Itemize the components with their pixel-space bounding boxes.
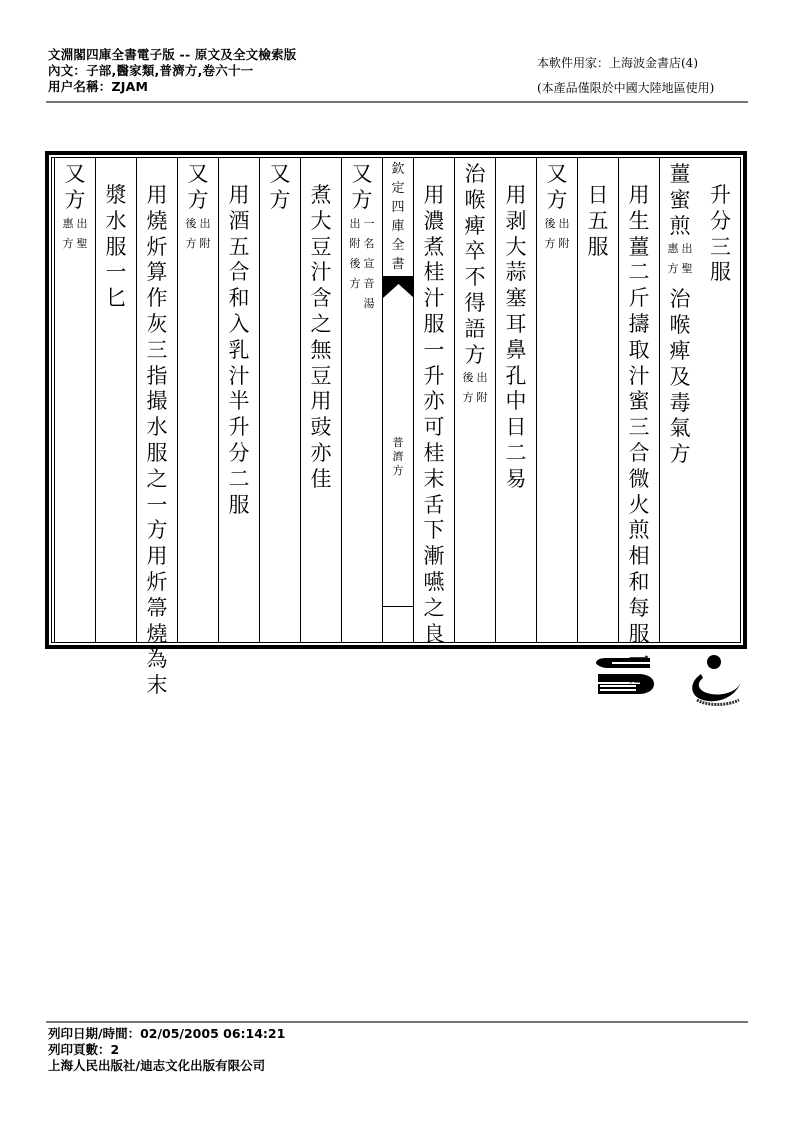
text-column [700, 158, 741, 642]
glyph: 良 [423, 621, 445, 646]
glyph: 鼻 [505, 337, 527, 362]
glyph: 大 [505, 234, 527, 259]
glyph: 喉 [464, 187, 486, 212]
glyph: 漸 [423, 544, 445, 569]
column-text [619, 183, 659, 699]
center-divider [383, 606, 413, 607]
note-glyph: 聖 [76, 236, 88, 250]
glyph: 方 [64, 187, 86, 212]
glyph: 亦 [310, 440, 332, 465]
text-column [413, 158, 454, 646]
glyph: 水 [105, 208, 127, 233]
publisher-logo-s-icon [592, 652, 658, 696]
glyph: 方 [187, 187, 209, 212]
print-pages: 列印頁數：2 [48, 1042, 120, 1057]
note-glyph: 後 [544, 216, 556, 230]
title-glyph: 書 [391, 257, 405, 272]
text-column [659, 158, 700, 642]
glyph: 桂 [423, 260, 445, 285]
glyph: 又 [269, 162, 291, 186]
note-glyph: 方 [62, 236, 74, 250]
glyph: 毒 [669, 390, 691, 415]
glyph: 汁 [228, 363, 250, 388]
annotation-note [63, 214, 88, 254]
glyph: 汁 [310, 260, 332, 285]
column-text [137, 183, 177, 699]
glyph: 煎 [628, 518, 650, 543]
glyph: 用 [146, 183, 168, 207]
glyph: 嚥 [423, 569, 445, 594]
note-glyph: 湯 [363, 296, 375, 310]
glyph: 箒 [146, 595, 168, 620]
glyph: 蜜 [669, 187, 691, 212]
glyph: 豉 [310, 415, 332, 440]
glyph: 治 [669, 287, 691, 312]
text-column [136, 158, 177, 698]
glyph: 三 [628, 415, 650, 440]
glyph: 煎 [669, 213, 691, 238]
glyph: 濃 [423, 208, 445, 233]
column-text [700, 183, 741, 286]
note-glyph: 方 [462, 391, 474, 405]
glyph: 日 [505, 415, 527, 440]
glyph: 孔 [505, 363, 527, 388]
note-glyph: 出 [76, 216, 88, 230]
column-text [96, 183, 136, 312]
text-column [300, 158, 341, 642]
glyph: 灰 [146, 311, 168, 336]
glyph: 煮 [310, 183, 332, 207]
glyph: 舌 [423, 492, 445, 517]
note-glyph: 出 [681, 242, 693, 256]
glyph: 汁 [628, 363, 650, 388]
glyph: 漿 [105, 183, 127, 207]
glyph: 撮 [146, 389, 168, 414]
center-column [382, 158, 413, 642]
glyph: 痺 [669, 338, 691, 363]
text-column [177, 158, 218, 642]
text-column [536, 158, 577, 642]
glyph: 又 [64, 162, 86, 186]
note-glyph: 附 [558, 236, 570, 250]
note-glyph: 後 [185, 216, 197, 230]
glyph: 桂 [423, 440, 445, 465]
user-name: 用户名稱：ZJAM [48, 79, 149, 94]
glyph: 治 [464, 162, 486, 186]
glyph: 又 [187, 162, 209, 186]
glyph: 水 [146, 415, 168, 440]
note-glyph: 出 [199, 216, 211, 230]
glyph: 之 [310, 311, 332, 336]
title-glyph: 四 [391, 200, 405, 215]
header-left [48, 47, 296, 95]
note-glyph: 方 [185, 236, 197, 250]
title-glyph: 定 [391, 181, 405, 196]
note-glyph: 方 [349, 276, 361, 290]
glyph: 半 [228, 389, 250, 414]
glyph: 方 [351, 187, 373, 212]
text-column [454, 158, 495, 642]
note-glyph: 宣 [363, 256, 375, 270]
glyph: 五 [228, 234, 250, 259]
note-glyph: 一 [363, 216, 375, 230]
fishtail-mark-icon [383, 276, 414, 298]
glyph: 日 [587, 183, 609, 207]
glyph: 之 [146, 466, 168, 491]
glyph: 用 [628, 183, 650, 207]
glyph: 服 [423, 311, 445, 336]
column-text [660, 162, 700, 468]
glyph: 豆 [310, 234, 332, 259]
glyph: 算 [146, 260, 168, 285]
glyph: 又 [351, 162, 373, 186]
glyph: 又 [546, 162, 568, 186]
glyph: 含 [310, 286, 332, 311]
glyph: 方 [546, 187, 568, 212]
glyph: 合 [628, 440, 650, 465]
glyph: 擣 [628, 311, 650, 336]
book-glyph: 普 [392, 436, 404, 449]
note-glyph: 聖 [681, 262, 693, 276]
glyph: 每 [628, 595, 650, 620]
text-column [341, 158, 382, 642]
title-glyph: 全 [391, 238, 405, 253]
glyph: 方 [669, 442, 691, 467]
glyph: 斤 [628, 286, 650, 311]
glyph: 下 [423, 518, 445, 543]
column-text [537, 162, 577, 254]
annotation-note [545, 214, 570, 254]
glyph: 分 [710, 208, 731, 233]
text-column [54, 158, 95, 642]
footer [48, 1026, 285, 1074]
note-glyph: 附 [476, 391, 488, 405]
glyph: 一 [105, 260, 127, 285]
note-glyph: 附 [199, 236, 211, 250]
glyph: 一 [146, 492, 168, 517]
note-glyph: 出 [558, 216, 570, 230]
glyph: 火 [628, 492, 650, 517]
glyph: 用 [310, 389, 332, 414]
glyph: 匕 [105, 286, 127, 311]
column-text [455, 162, 495, 408]
annotation-note [463, 368, 488, 408]
glyph: 酒 [228, 208, 250, 233]
annotation-note [186, 214, 211, 254]
glyph: 三 [710, 234, 731, 259]
glyph: 指 [146, 363, 168, 388]
annotation-note [350, 214, 375, 314]
glyph: 燒 [146, 621, 168, 646]
glyph: 服 [228, 492, 250, 517]
glyph: 和 [628, 569, 650, 594]
glyph: 方 [464, 342, 486, 367]
print-datetime: 列印日期/時間：02/05/2005 06:14:21 [48, 1026, 286, 1041]
note-glyph: 方 [544, 236, 556, 250]
column-text [496, 183, 536, 493]
header-divider [46, 101, 748, 103]
glyph: 微 [628, 466, 650, 491]
glyph: 大 [310, 208, 332, 233]
glyph: 用 [423, 183, 445, 207]
glyph: 之 [423, 595, 445, 620]
glyph: 用 [505, 183, 527, 207]
glyph: 升 [423, 363, 445, 388]
glyph: 相 [628, 544, 650, 569]
glyph: 合 [228, 260, 250, 285]
glyph: 升 [228, 415, 250, 440]
glyph: 為 [146, 647, 168, 672]
product-title: 文淵閣四庫全書電子版 -- 原文及全文檢索版 [48, 47, 297, 62]
book-name [383, 436, 413, 478]
collection-title [383, 160, 413, 274]
glyph: 燒 [146, 208, 168, 233]
glyph: 亦 [423, 389, 445, 414]
glyph: 氣 [669, 416, 691, 441]
text-column [618, 158, 659, 646]
glyph: 得 [464, 290, 486, 315]
book-glyph: 方 [392, 464, 404, 477]
text-column [495, 158, 536, 642]
glyph: 入 [228, 311, 250, 336]
glyph: 用 [228, 183, 250, 207]
glyph: 三 [146, 337, 168, 362]
glyph: 汁 [423, 286, 445, 311]
glyph: 生 [628, 208, 650, 233]
glyph: 易 [505, 466, 527, 491]
glyph: 用 [146, 544, 168, 569]
glyph: 及 [669, 364, 691, 389]
column-text [219, 183, 259, 518]
column-text [55, 162, 95, 254]
note-glyph: 方 [667, 262, 679, 276]
glyph: 末 [146, 673, 168, 698]
column-text [342, 162, 382, 314]
note-glyph: 後 [462, 371, 474, 385]
text-column [95, 158, 136, 642]
glyph: 方 [146, 518, 168, 543]
glyph: 語 [464, 316, 486, 341]
column-text [414, 183, 454, 647]
column-text [260, 162, 300, 214]
glyph: 塞 [505, 286, 527, 311]
glyph: 不 [464, 265, 486, 290]
glyph: 薑 [669, 162, 691, 186]
glyph: 服 [105, 234, 127, 259]
licensee: 本軟件用家：上海波金書店(4) [537, 56, 698, 70]
glyph: 蜜 [628, 389, 650, 414]
glyph: 豆 [310, 363, 332, 388]
column-text [301, 183, 341, 493]
glyph: 無 [310, 337, 332, 362]
glyph: 作 [146, 286, 168, 311]
glyph: 末 [423, 466, 445, 491]
note-glyph: 惠 [667, 242, 679, 256]
glyph: 剥 [505, 208, 527, 233]
region-notice: (本產品僅限於中國大陸地區使用) [537, 81, 715, 95]
column-text [178, 162, 218, 254]
note-glyph: 出 [349, 216, 361, 230]
glyph: 薑 [628, 234, 650, 259]
glyph: 痺 [464, 213, 486, 238]
glyph: 服 [710, 260, 731, 285]
column-text [578, 183, 618, 260]
header-right [537, 51, 714, 101]
glyph: 二 [628, 260, 650, 285]
note-glyph: 音 [363, 276, 375, 290]
note-glyph: 附 [349, 236, 361, 250]
annotation-note [668, 239, 693, 279]
text-column [218, 158, 259, 642]
glyph: 升 [710, 183, 731, 207]
glyph: 喉 [669, 313, 691, 338]
text-column [577, 158, 618, 642]
glyph: 蒜 [505, 260, 527, 285]
glyph: 五 [587, 208, 609, 233]
publisher-logo-dizhi-icon [683, 652, 749, 710]
glyph: 和 [228, 286, 250, 311]
glyph: 一 [423, 337, 445, 362]
glyph: 二 [505, 440, 527, 465]
glyph: 乳 [228, 337, 250, 362]
note-glyph: 後 [349, 256, 361, 270]
note-glyph: 名 [363, 236, 375, 250]
glyph: 方 [269, 187, 291, 212]
glyph: 二 [228, 466, 250, 491]
glyph: 耳 [505, 311, 527, 336]
glyph: 佳 [310, 466, 332, 491]
glyph: 服 [628, 621, 650, 646]
glyph: 炘 [146, 569, 168, 594]
title-glyph: 欽 [391, 162, 405, 177]
publishers: 上海人民出版社/迪志文化出版有限公司 [48, 1058, 266, 1073]
glyph: 取 [628, 337, 650, 362]
glyph: 炘 [146, 234, 168, 259]
glyph: 可 [423, 415, 445, 440]
note-glyph: 出 [476, 371, 488, 385]
glyph: 卒 [464, 239, 486, 264]
footer-divider [46, 1021, 748, 1023]
glyph: 服 [146, 440, 168, 465]
text-column [259, 158, 300, 642]
glyph: 服 [587, 234, 609, 259]
content-path: 內文：子部,醫家類,普濟方,卷六十一 [48, 63, 254, 78]
glyph: 煮 [423, 234, 445, 259]
book-glyph: 濟 [392, 450, 404, 463]
glyph: 分 [228, 440, 250, 465]
title-glyph: 庫 [391, 219, 405, 234]
glyph: 中 [505, 389, 527, 414]
note-glyph: 惠 [62, 216, 74, 230]
